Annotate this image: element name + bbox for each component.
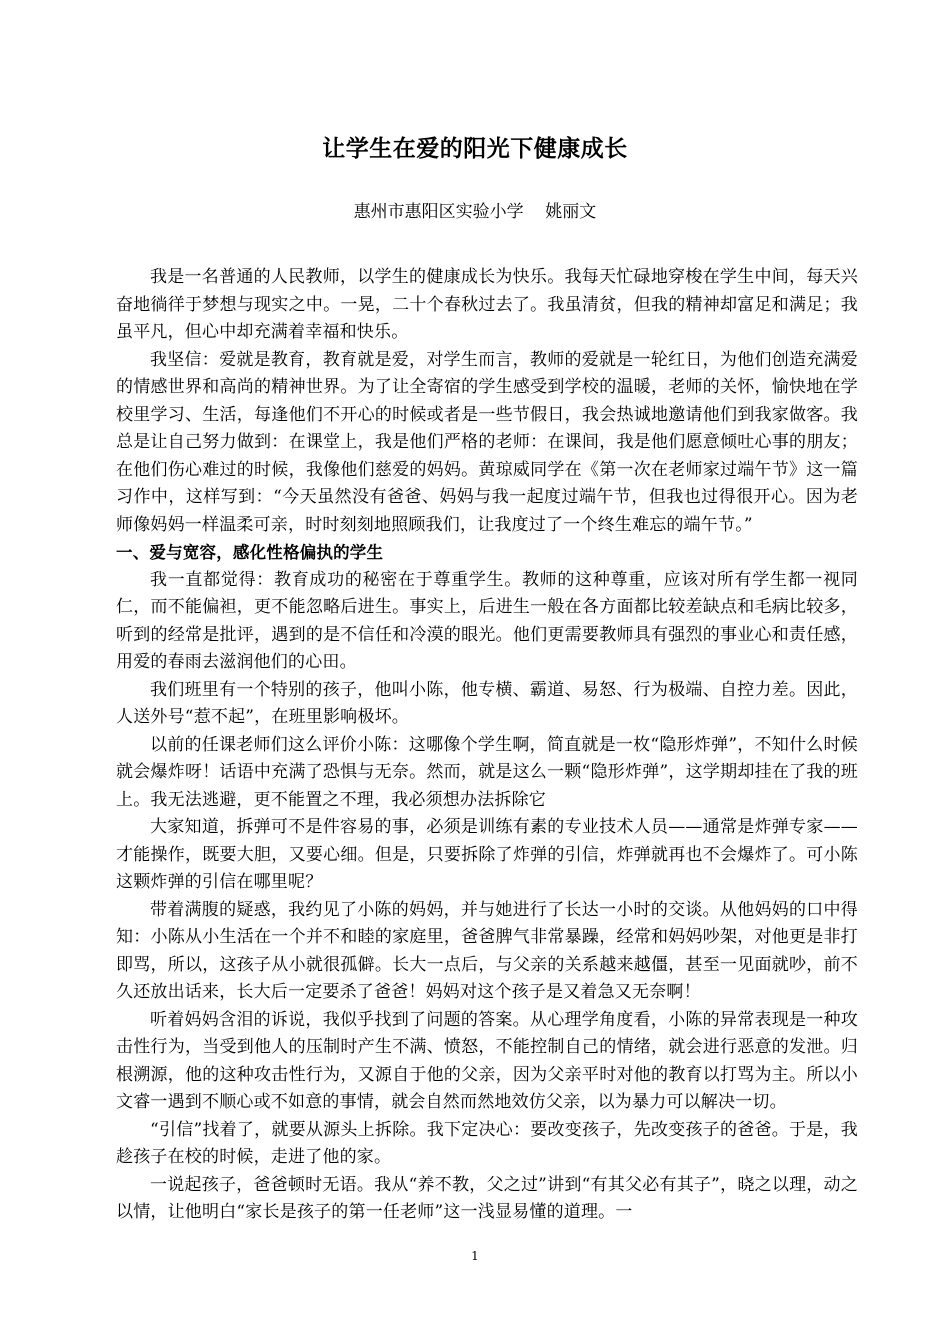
author-line: 惠州市惠阳区实验小学 姚丽文 xyxy=(353,202,597,222)
paragraph: 带着满腹的疑惑，我约见了小陈的妈妈，并与她进行了长达一小时的交谈。从他妈妈的口中得知：小陈从小生活在一个并不和睦的家庭里，爸爸脾气非常暴躁，经常和妈妈吵架，对他更是非打即骂，所以，这孩子从小就很孤僻。长大一点后，与父亲的关系越来越僵，甚至一见面就吵，前不久还放出话来，长大后一定要杀了爸爸！妈妈对这个孩子是又着急又无奈啊！ xyxy=(116,899,858,1002)
paragraph: 我们班里有一个特别的孩子，他叫小陈，他专横、霸道、易怒、行为极端、自控力差。因此，人送外号“惹不起”，在班里影响极坏。 xyxy=(116,679,858,727)
paragraph: 一说起孩子，爸爸顿时无语。我从“养不教，父之过”讲到“有其父必有其子”，晓之以理，动之以情，让他明白“家长是孩子的第一任老师”这一浅显易懂的道理。一 xyxy=(116,1174,858,1222)
section-heading: 一、爱与宽容，感化性格偏执的学生 xyxy=(116,543,384,562)
paragraph: “引信”找着了，就要从源头上拆除。我下定决心：要改变孩子，先改变孩子的爸爸。于是，我趁孩子在校的时候，走进了他的家。 xyxy=(116,1119,858,1167)
document-body xyxy=(116,264,858,1227)
paragraph: 我一直都觉得：教育成功的秘密在于尊重学生。教师的这种尊重，应该对所有学生都一视同仁，而不能偏袒，更不能忽略后进生。事实上，后进生一般在各方面都比较差缺点和毛病比较多，听到的经常是批评，遇到的是不信任和冷漠的眼光。他们更需要教师具有强烈的事业心和责任感，用爱的春雨去滋润他们的心田。 xyxy=(116,569,858,672)
paragraph: 我坚信：爱就是教育，教育就是爱，对学生而言，教师的爱就是一轮红日，为他们创造充满爱的情感世界和高尚的精神世界。为了让全寄宿的学生感受到学校的温暖，老师的关怀，愉快地在学校里学习、生活，每逢他们不开心的时候或者是一些节假日，我会热诚地邀请他们到我家做客。我总是让自己努力做到：在课堂上，我是他们严格的老师：在课间，我是他们愿意倾吐心事的朋友；在他们伤心难过的时候，我像他们慈爱的妈妈。黄琼威同学在《第一次在老师家过端午节》这一篇习作中，这样写到：“今天虽然没有爸爸、妈妈与我一起度过端午节，但我也过得很开心。因为老师像妈妈一样温柔可亲，时时刻刻地照顾我们，让我度过了一个终生难忘的端午节。” xyxy=(116,349,858,535)
page-number: 1 xyxy=(471,1249,479,1263)
paragraph: 大家知道，拆弹可不是件容易的事，必须是训练有素的专业技术人员——通常是炸弹专家——才能操作，既要大胆，又要心细。但是，只要拆除了炸弹的引信，炸弹就再也不会爆炸了。可小陈这颗炸弹的引信在哪里呢？ xyxy=(116,817,858,892)
document-title: 让学生在爱的阳光下健康成长 xyxy=(322,136,628,162)
paragraph: 听着妈妈含泪的诉说，我似乎找到了问题的答案。从心理学角度看，小陈的异常表现是一种攻击性行为，当受到他人的压制时产生不满、愤怒，不能控制自己的情绪，就会进行恶意的发泄。归根溯源，他的这种攻击性行为，又源自于他的父亲，因为父亲平时对他的教育以打骂为主。所以小文睿一遇到不顺心或不如意的事情，就会自然而然地效仿父亲，以为暴力可以解决一切。 xyxy=(116,1009,858,1112)
paragraph: 我是一名普通的人民教师，以学生的健康成长为快乐。我每天忙碌地穿梭在学生中间，每天兴奋地徜徉于梦想与现实之中。一晃，二十个春秋过去了。我虽清贫，但我的精神却富足和满足；我虽平凡，但心中却充满着幸福和快乐。 xyxy=(116,267,858,342)
paragraph: 以前的任课老师们这么评价小陈：这哪像个学生啊，简直就是一枚“隐形炸弹”，不知什么时候就会爆炸呀！话语中充满了恐惧与无奈。然而，就是这么一颗“隐形炸弹”，这学期却挂在了我的班上。我无法逃避，更不能置之不理，我必须想办法拆除它 xyxy=(116,734,858,810)
